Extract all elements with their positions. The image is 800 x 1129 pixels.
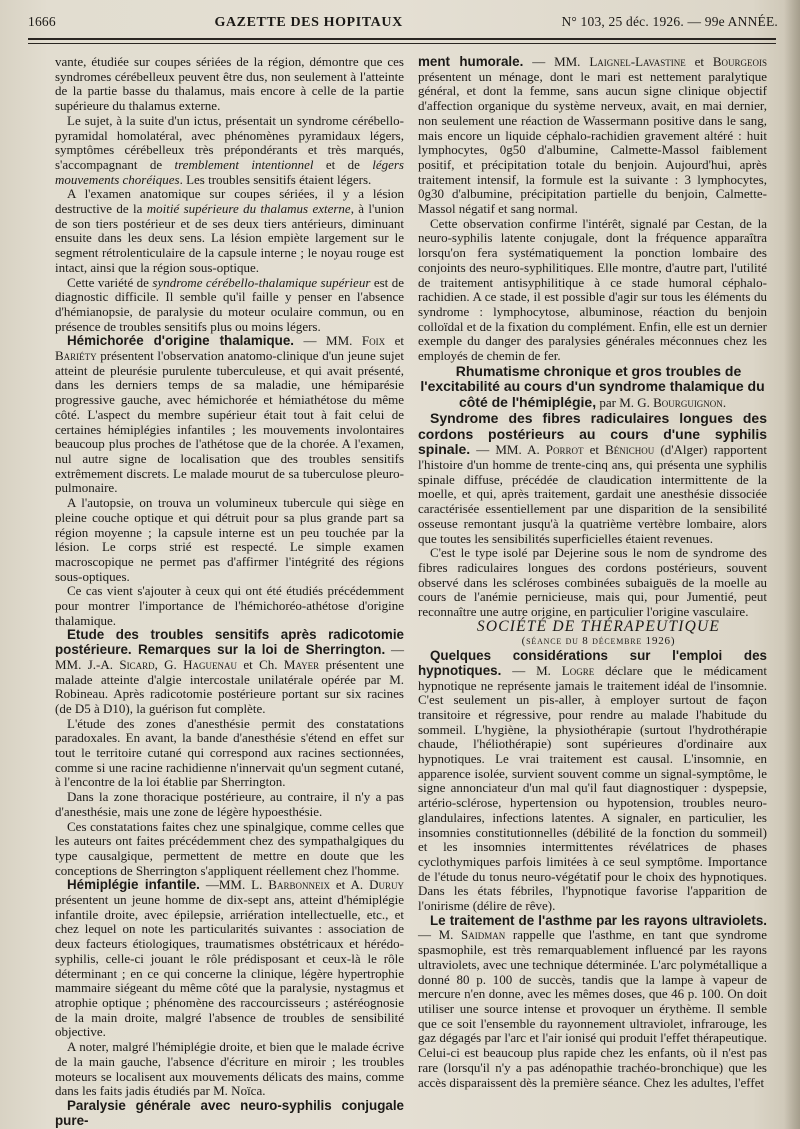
paragraph: vante, étudiée sur coupes sériées de la région, démontre que ces syndromes cérébelleux peuvent être dus, non seulement à l'atteinte de la partie basse du thalamus, mais encore à celle de la partie supérieure du thalamus externe. <box>55 54 404 114</box>
header-rule-thin <box>28 43 776 44</box>
paragraph: Cette observation confirme l'intérêt, signalé par Cestan, de la neuro-syphilis latente conjugale, dont la fréquence apparaîtra lorsqu'on fera systématiquement la ponction lombaire des conjoints des neuro-syphilitiques. Elle montre, d'autre part, l'utilité de traitement antisyphilitique à ce stade humoral céphalo-rachidien. A ce stade, il est possible d'agir sur tous les éléments du syndrome : lymphocytose, albuminose, réaction du benjoin colloïdal et de la fixation du complément. Enfin, elle est un dernier exemple du danger des paralysies générales méconnues chez les employés de chemin de fer. <box>418 215 767 364</box>
section-paralysie-generale-start <box>55 1099 404 1128</box>
section-heading: Rhumatisme chronique et gros troubles de l'excitabilité au cours d'un syndrome thalamique du côté de l'hémiplégie, <box>420 362 765 411</box>
page-header <box>28 14 778 38</box>
section-hypnotiques: Quelques considérations sur l'emploi des hypnotiques. — M. Logre déclare que le médicament hypnotique ne représente jamais le traitement idéal de l'insomnie. C'est seulement un pis-aller, à employer surtout de façon transitoire et régressive, pour rendre au malade l'habitude du sommeil. L'hygiène, la physiothérapie (surtout l'hydrothérapie chaude, l'héliothérapie) sont supérieures d'ordinaire aux hypnotiques. Le vrai traitement est causal. L'insomnie, en apparence isolée, survient souvent comme un signal-symptôme, le signe annonciateur d'un mal qu'il faut diagnostiquer : dyspepsie, artério-sclérose, hypertension ou hypotension, troubles neuro-glandulaires, infections latentes. A signaler, en particulier, les insomnies constitutionnelles (débilité de la fonction du sommeil) et les insomnies intermittentes révélatrices de phases cyclothymiques parfois limitées à ce seul symptôme. Importance de l'étude du tonus neuro-végétatif pour le choix des hypnotiques. Dans les états fébriles, l'hypnotique favorise l'apparition de l'onirisme (délire de rêve). <box>418 648 767 914</box>
paragraph: Ce cas vient s'ajouter à ceux qui ont été étudiés précédemment pour montrer l'importance de l'hémichoréo-athétose d'origine thalamique. <box>55 583 404 628</box>
section-fibres-radiculaires: Syndrome des fibres radiculaires longues des cordons postérieurs au cours d'une syphilis spinale. — MM. A. Porrot et Bénichou (d'Alger) rapportent l'histoire d'un homme de trente-cinq ans, qui présenta une syphilis spinale diffuse, précédée de claudication intermittente de la moelle, et qui, après traitement, gardait une anesthésie dissociée caractérisée essentiellement par une disparition de la sensibilité osseuse remontant jusqu'à la quatrième vertèbre lombaire, alors que toutes les sensibilités superficielles étaient revenues. <box>418 409 767 546</box>
header-rule-thick <box>28 38 776 40</box>
section-troubles-sensitifs: Etude des troubles sensitifs après radicotomie postérieure. Remarques sur la loi de Sherrington. — MM. J.-A. Sicard, G. Haguenau et Ch. Mayer présentent une malade atteinte d'algie intercostale unilatérale opérée par M. Robineau. Après radicotomie postérieure portant sur six racines (de D5 à D10), la guérison fut complète. <box>55 627 405 716</box>
section-paralysie-generale-cont: ment humorale. — MM. Laignel-Lavastine et Bourgeois présentent un ménage, dont le mari est nettement paralytique général, et dont la femme, sans aucun signe clinique objectif d'affection organique du système nerveux, avait, en mai dernier, non seulement une réaction de Wassermann positive dans le sang, mais encore un liquide céphalo-rachidien gravement altéré : huit lymphocytes, 0g50 d'albumine, Calmette-Massol faiblement positif, et précipitation totale du benjoin. Aujourd'hui, après traitement intensif, la formule est la suivante : 3 lymphocytes, 0g30 d'albumine, précipitation partielle du benjoin, Calmette-Massol négatif et sang normal. <box>418 54 767 217</box>
society-session: (séance du 8 décembre 1926) <box>521 635 676 648</box>
paragraph: A l'examen anatomique sur coupes sériées, il y a lésion destructive de la moitié supérieure du thalamus externe, à l'union de son tiers postérieur et de ses deux tiers antérieurs, diminuant ensuite dans les deux sens. La lésion empiète largement sur le segment rétrolenticulaire de la capsule interne ; le noyau rouge est intact, ainsi que la région sous-optique. <box>55 186 404 275</box>
right-column <box>418 55 767 1090</box>
page-number: 1666 <box>28 14 56 29</box>
section-hemichoree: Hémichorée d'origine thalamique. — MM. Foix et Bariéty présentent l'observation anatomo-clinique d'un jeune sujet atteint de pleurésie purulente tuberculeuse, et qui avait présenté, dans les derniers temps de sa maladie, une hémiparésie progressive gauche, avec hémichorée et hémiathétose du même côté. L'aspect du membre supérieur était tout à fait celui de certaines hémiplégies infantiles ; les mouvements involontaires beaucoup plus proches de l'athétose que de la chorée. A l'examen, nul autre signe de localisation que des troubles sensitifs extrêmement discrets. Le malade mourut de sa tuberculose pleuro-pulmonaire. <box>55 333 405 496</box>
paragraph: L'étude des zones d'anesthésie permit des constatations paradoxales. En avant, la bande d'anesthésie s'étend en effet sur tout le territoire cutané qui correspond aux racines sectionnées, comme si une racine rachidienne n'innervait qu'un segment cutané, à l'encontre de la loi établie par Sherrington. <box>55 715 404 790</box>
section-heading: Syndrome des fibres radiculaires longues des cordons postérieurs au cours d'une syphilis spinale. <box>418 409 767 458</box>
paragraph: Le sujet, à la suite d'un ictus, présentait un syndrome cérébello-pyramidal homolatéral, avec phénomènes pyramidaux légers, symptômes cérébelleux très prépondérants et très marqués, s'accompagnant de tremblement intentionnel et de légers mouvements choréiques. Les troubles sensitifs étaient légers. <box>55 112 404 187</box>
section-heading: ment humorale. <box>418 54 524 69</box>
paragraph: A noter, malgré l'hémiplégie droite, et bien que le malade écrive de la main gauche, l'absence d'écriture en miroir ; les troubles moteurs se localisent aux mouvements délicats des mains, comme dans les faits jadis étudiés par M. Noïca. <box>55 1039 404 1099</box>
journal-title: GAZETTE DES HOPITAUX <box>214 15 403 30</box>
issue-info: N° 103, 25 déc. 1926. — 99e ANNÉE. <box>561 14 778 29</box>
left-column <box>55 55 404 1128</box>
section-heading: Paralysie générale avec neuro-syphilis conjugale pure- <box>55 1097 404 1128</box>
paragraph: A l'autopsie, on trouva un volumineux tubercule qui siège en pleine couche optique et qui détruit pour sa plus grande part sa région moyenne ; la capsule interne est un peu touchée par la lésion. Le corps strié est respecté. Le simple examen macroscopique ne permet pas d'affirmer l'intégrité des régions sous-optiques. <box>55 495 404 584</box>
paragraph: C'est le type isolé par Dejerine sous le nom de syndrome des fibres radiculaires longues des cordons postérieurs, souvent observé dans les scléroses combinées subaiguës de la moelle au cours de l'anémie pernicieuse, mais qui, pour Jumentié, peut reconnaître une autre origine, en particulier l'origine vasculaire. <box>418 545 767 620</box>
section-rhumatisme: Rhumatisme chronique et gros troubles de l'excitabilité au cours d'un syndrome thalamique du côté de l'hémiplégie, par M. G. Bourguignon. <box>420 362 765 411</box>
paragraph: Ces constatations faites chez une spinalgique, comme celles que les auteurs ont faites précédemment chez des sympathalgiques du type causalgique, permettent de mettre en doute que les conceptions de Sherrington s'appliquent réellement chez l'homme. <box>55 818 404 878</box>
section-heading: Quelques considérations sur l'emploi des hypnotiques. <box>418 648 767 678</box>
page-edge-shadow <box>784 0 800 1129</box>
section-heading: Hémiplégie infantile. <box>67 877 200 893</box>
section-heading: Etude des troubles sensitifs après radicotomie postérieure. Remarques sur la loi de Sherrington. <box>55 627 404 658</box>
section-asthme: Le traitement de l'asthme par les rayons ultraviolets. — M. Saidman rappelle que l'asthme, en tant que syndrome spasmophile, est très remarquablement influencé par les rayons ultraviolets, avec une technique déterminée. L'arc polymétallique a donné 80 p. 100 de succès, tandis que la lampe à vapeur de mercure n'en donne, avec les mêmes doses, que 46 p. 100. On doit utiliser une source intense et provoquer un érythème. Il semble que ce soit l'ensemble du rayonnement ultraviolet, infrarouge, les gaz dégagés par l'arc et l'air ionisé qui produit l'effet thérapeutique. Celui-ci est beaucoup plus rapide chez les enfants, où il n'est pas rare (lorsqu'il n'y a pas adénopathie trachéo-bronchique) que les accès disparaissent dès la première séance. Chez les adultes, l'effet <box>418 912 767 1090</box>
section-heading: Hémichorée d'origine thalamique. <box>67 333 295 349</box>
society-title: SOCIÉTÉ DE THÉRAPEUTIQUE <box>476 617 721 635</box>
paragraph: Dans la zone thoracique postérieure, au contraire, il n'y a pas d'anesthésie, mais une zone de légère hypoesthésie. <box>55 789 404 819</box>
paragraph: Cette variété de syndrome cérébello-thalamique supérieur est de diagnostic difficile. Il semble qu'il faille y penser en l'absence d'hémianopsie, de paralysie du moteur oculaire commun, ou en présence de troubles sensitifs plus ou moins légers. <box>55 274 404 334</box>
section-hemiplegie-infantile: Hémiplégie infantile. —MM. L. Barbonneix et A. Duruy présentent un jeune homme de dix-sept ans, atteint d'hémiplégie infantile droite, avec épilepsie, arriération intellectuelle, etc., et chez lequel on note les particularités suivantes : association de deux facteurs étiologiques, traumatismes obstétricaux et hérédo-syphilis, celle-ci jouant le rôle prédisposant et ceux-là le rôle déterminant ; en ce qui concerne la clinique, légère hypertrophie mammaire siégeant du même côté que la paralysie, nystagmus et atrophie optique ; phénomène des raccourcisseurs ; astéréognosie de la main droite, malgré l'absence de troubles de sensibilité objective. <box>55 877 404 1040</box>
section-heading: Le traitement de l'asthme par les rayons ultraviolets. <box>430 912 767 928</box>
